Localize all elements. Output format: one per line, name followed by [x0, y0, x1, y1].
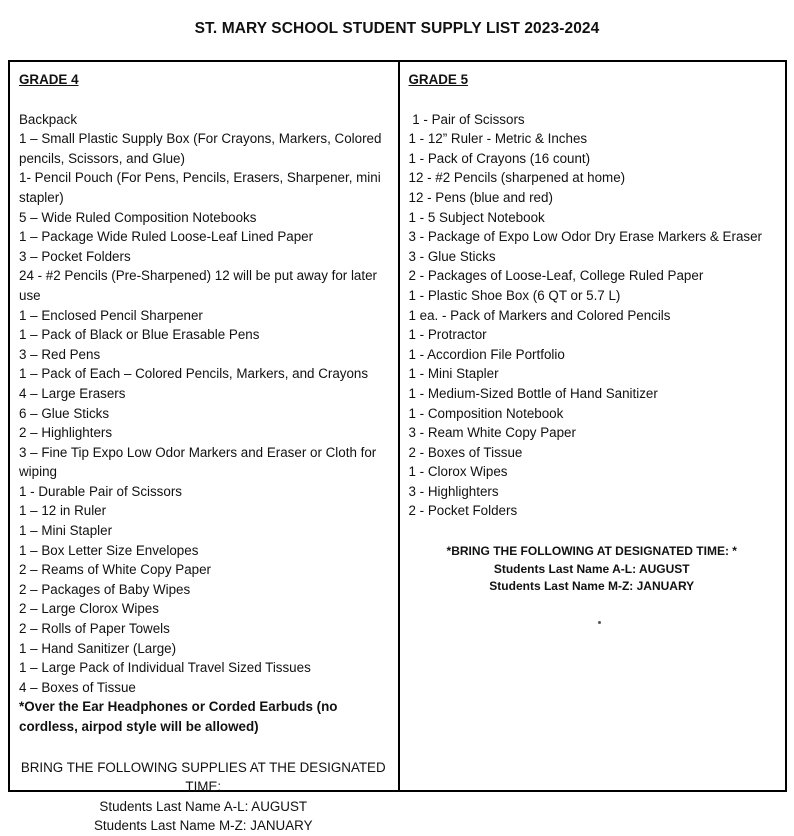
supply-list-item: 12 - #2 Pencils (sharpened at home): [408, 170, 626, 186]
footer-line: Students Last Name M-Z: JANUARY: [93, 818, 313, 834]
scan-artifact-dot: [598, 621, 601, 624]
supply-list-item: 1 – Large Pack of Individual Travel Sized Tissues: [19, 660, 311, 676]
supply-list-item: 1 ea. - Pack of Markers and Colored Pencils: [408, 307, 671, 323]
supply-list-item: 3 – Pocket Folders: [19, 248, 131, 264]
grade5-heading: GRADE 5: [408, 72, 469, 87]
supply-list-item: 1 - 5 Subject Notebook: [408, 209, 545, 225]
supply-list-item: 1 – Pack of Each – Colored Pencils, Markers, and Crayons: [19, 366, 369, 382]
supply-list-item: 1 - Durable Pair of Scissors: [19, 483, 182, 499]
supply-list-item: 3 – Red Pens: [19, 346, 101, 362]
supply-list-item: 3 – Fine Tip Expo Low Odor Markers and Eraser or Cloth for wiping: [19, 444, 380, 480]
supply-list-item: 1 – Package Wide Ruled Loose-Leaf Lined Paper: [19, 229, 314, 245]
supply-list-item: 1 – Hand Sanitizer (Large): [19, 640, 177, 656]
supply-list-item: 1 – Pack of Black or Blue Erasable Pens: [19, 327, 260, 343]
supply-list-item: 3 - Glue Sticks: [408, 248, 496, 264]
grade5-item-list: [409, 110, 776, 521]
footer-line: Students Last Name M-Z: JANUARY: [489, 579, 695, 594]
footer-line: *BRING THE FOLLOWING AT DESIGNATED TIME: *: [446, 544, 737, 559]
supply-list-item: 24 - #2 Pencils (Pre-Sharpened) 12 will be put away for later use: [19, 268, 381, 303]
grade5-column: [398, 62, 786, 790]
supply-list-item: 2 – Highlighters: [19, 425, 113, 441]
supply-list-item: *Over the Ear Headphones or Corded Earbuds (no cordless, airpod style will be allowed): [19, 699, 342, 734]
supply-list-item: 4 – Boxes of Tissue: [19, 679, 136, 695]
grade4-column: [10, 62, 398, 834]
supply-table: [8, 60, 787, 834]
supply-list-item: 12 - Pens (blue and red): [408, 189, 553, 205]
supply-list-item: 1 - Clorox Wipes: [408, 464, 508, 480]
supply-list-item: 1 – Mini Stapler: [19, 523, 113, 539]
supply-list-item: 1 - Protractor: [408, 327, 487, 343]
grade4-heading: GRADE 4: [19, 72, 79, 87]
supply-list-item: 5 – Wide Ruled Composition Notebooks: [19, 209, 257, 225]
supply-list-item: 1 - Accordion File Portfolio: [408, 346, 565, 362]
supply-list-item: 4 – Large Erasers: [19, 385, 126, 401]
supply-list-item: 3 - Package of Expo Low Odor Dry Erase Markers & Eraser: [408, 229, 762, 245]
supply-list-item: 1- Pencil Pouch (For Pens, Pencils, Erasers, Sharpener, mini stapler): [19, 170, 385, 205]
supply-list-item: 1 - Medium-Sized Bottle of Hand Sanitizer: [408, 385, 658, 401]
grade4-footer: [19, 758, 388, 836]
footer-line: Students Last Name A-L: AUGUST: [99, 798, 308, 814]
grade5-footer: [409, 543, 776, 596]
supply-list-item: 2 - Packages of Loose-Leaf, College Ruled Paper: [408, 268, 704, 284]
footer-line: Students Last Name A-L: AUGUST: [493, 561, 690, 576]
supply-list-item: 2 – Large Clorox Wipes: [19, 601, 159, 617]
supply-list-item: 3 - Ream White Copy Paper: [408, 425, 576, 441]
grade4-item-list: [19, 110, 388, 737]
supply-list-item: 1 – Box Letter Size Envelopes: [19, 542, 199, 558]
supply-list-item: 2 - Boxes of Tissue: [408, 444, 523, 460]
supply-list-item: 1 – 12 in Ruler: [19, 503, 107, 519]
footer-line: BRING THE FOLLOWING SUPPLIES AT THE DESIGNATED TIME:: [20, 759, 390, 795]
supply-list-item: 3 - Highlighters: [408, 483, 499, 499]
supply-list-item: 2 - Pocket Folders: [408, 503, 518, 519]
supply-list-item: 1 - Pack of Crayons (16 count): [408, 150, 591, 166]
page-title: ST. MARY SCHOOL STUDENT SUPPLY LIST 2023-2024: [194, 20, 600, 37]
supply-list-item: 2 – Reams of White Copy Paper: [19, 562, 212, 578]
supply-list-item: 6 – Glue Sticks: [19, 405, 110, 421]
supply-list-item: Backpack: [19, 111, 78, 127]
supply-list-item: 2 – Packages of Baby Wipes: [19, 581, 191, 597]
supply-list-item: 1 - Pair of Scissors: [408, 111, 525, 127]
supply-list-item: 1 – Small Plastic Supply Box (For Crayons, Markers, Colored pencils, Scissors, and Glue): [19, 131, 386, 166]
supply-list-item: 1 - Plastic Shoe Box (6 QT or 5.7 L): [408, 287, 621, 303]
supply-list-item: 1 – Enclosed Pencil Sharpener: [19, 307, 203, 323]
supply-list-item: 1 - Mini Stapler: [408, 366, 499, 382]
supply-list-item: 2 – Rolls of Paper Towels: [19, 621, 170, 637]
supply-list-item: 1 - 12” Ruler - Metric & Inches: [408, 131, 588, 147]
supply-list-item: 1 - Composition Notebook: [408, 405, 564, 421]
